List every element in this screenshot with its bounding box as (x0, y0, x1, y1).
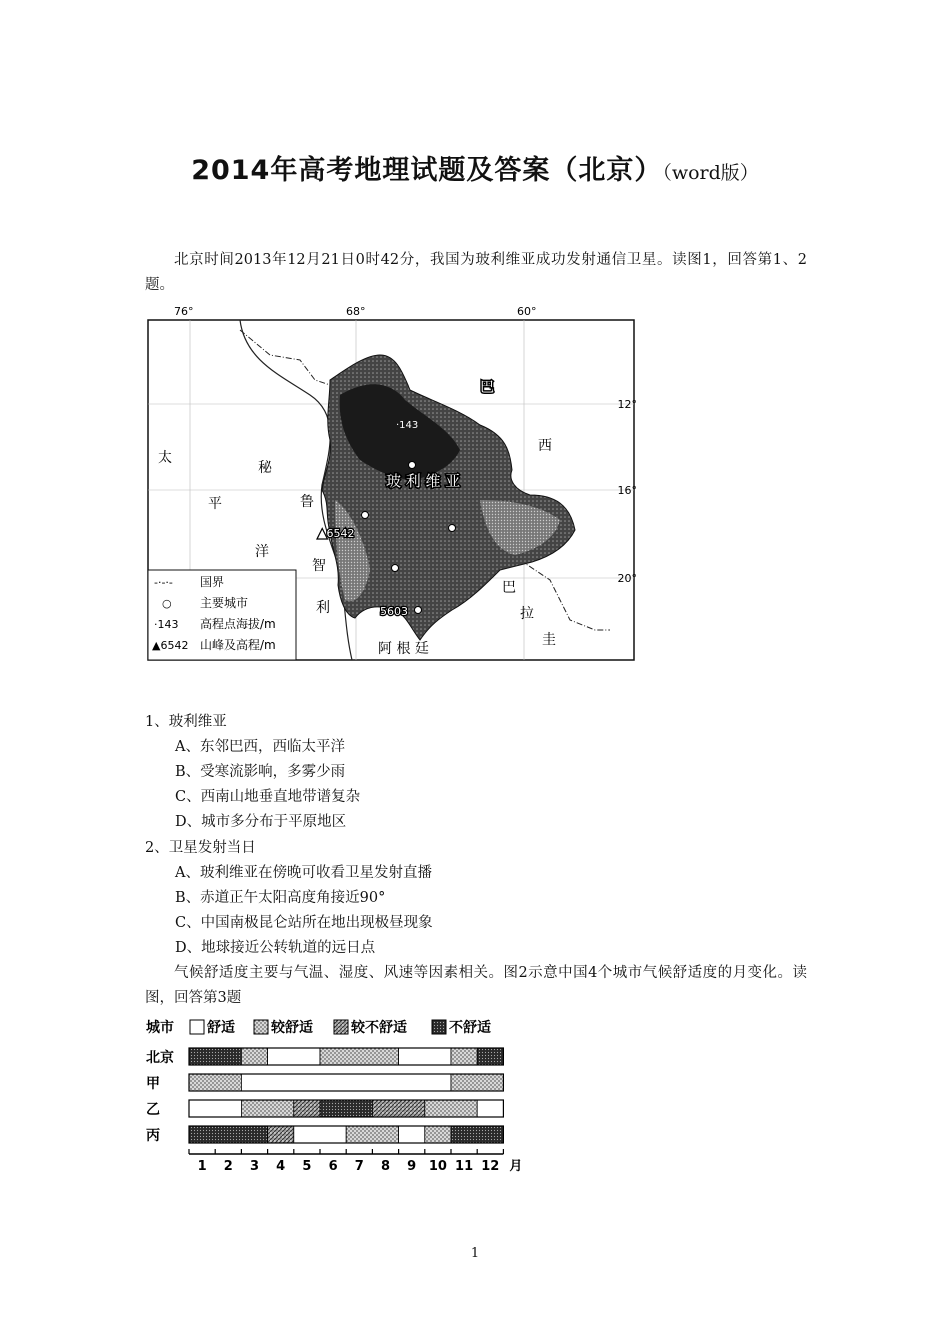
comfort-segment (294, 1100, 320, 1117)
month-tick-label: 2 (223, 1159, 233, 1174)
comfort-segment (477, 1100, 503, 1117)
comfort-segment (268, 1126, 294, 1143)
question-1 (145, 710, 360, 835)
peak-elevation: 5603 (380, 605, 408, 618)
comfort-segment (189, 1074, 241, 1091)
legend-swatch (334, 1020, 348, 1034)
label-argentina: 阿 根 廷 (378, 641, 429, 657)
header-label: 城市 (146, 1020, 174, 1036)
row-label: 甲 (146, 1076, 160, 1092)
map-legend (148, 570, 296, 660)
lon-label: 60° (517, 305, 537, 318)
option-d: D、地球接近公转轨道的远日点 (175, 940, 376, 956)
option-c: C、中国南极昆仑站所在地出现极昼现象 (175, 915, 433, 931)
month-tick-label: 8 (380, 1159, 391, 1174)
month-tick-label: 4 (276, 1159, 286, 1174)
legend-label: 舒适 (207, 1020, 235, 1036)
lat-label: 16° (617, 484, 637, 497)
label-pacific: 平 (208, 496, 222, 512)
label-pacific: 太 (158, 450, 172, 466)
lat-label: 12° (617, 398, 637, 411)
chart-rows (146, 1048, 503, 1144)
comfort-segment (320, 1048, 399, 1065)
comfort-segment (346, 1126, 398, 1143)
page-number: 1 (470, 1246, 480, 1261)
legend-label: 不舒适 (449, 1020, 491, 1036)
option-a: A、玻利维亚在傍晚可收看卫星发射直播 (175, 865, 432, 881)
option-c: C、西南山地垂直地带谱复杂 (175, 789, 361, 805)
comfort-segment (451, 1126, 503, 1143)
axis-unit: 月 (509, 1159, 523, 1174)
city-marker (409, 462, 416, 469)
month-tick-label: 9 (407, 1159, 417, 1174)
month-tick-label: 10 (428, 1159, 447, 1174)
option-b: B、受寒流影响，多雾少雨 (175, 764, 346, 780)
comfort-segment (320, 1100, 372, 1117)
option-a: A、东邻巴西，西临太平洋 (175, 739, 345, 755)
label-chile: 智 (312, 558, 326, 574)
label-peru: 秘 (258, 460, 272, 476)
label-brazil: 巴 (480, 380, 494, 396)
comfort-segment (268, 1048, 320, 1065)
comfort-segment (189, 1126, 268, 1143)
legend-label: 主要城市 (200, 596, 249, 610)
title-main: 2014年高考地理试题及答案（北京） (191, 155, 663, 186)
intro-paragraph: 北京时间2013年12月21日0时42分，我国为玻利维亚成功发射通信卫星。读图1，回答第1、2题。 (145, 252, 807, 293)
comfort-segment (399, 1126, 425, 1143)
month-tick-label: 12 (481, 1159, 500, 1174)
label-paraguay: 拉 (520, 606, 534, 622)
month-tick-label: 6 (328, 1159, 338, 1174)
comfort-segment (399, 1048, 451, 1065)
month-tick-label: 5 (302, 1159, 312, 1174)
comfort-segment (425, 1100, 477, 1117)
peak-elevation: ▲6542 (318, 527, 355, 540)
question-2 (145, 836, 433, 961)
legend-symbol: -·-·- (154, 576, 173, 589)
city-marker (392, 565, 399, 572)
label-brazil: 西 (538, 438, 552, 454)
elevation-point: ·143 (396, 420, 419, 431)
comfort-segment (189, 1100, 241, 1117)
legend-symbol: ·143 (154, 618, 179, 631)
label-peru: 鲁 (300, 494, 314, 510)
legend-label: 山峰及高程/m (200, 638, 276, 652)
month-tick-label: 1 (197, 1159, 207, 1174)
comfort-segment (451, 1074, 503, 1091)
label-paraguay: 巴 (502, 580, 516, 596)
month-tick-label: 11 (455, 1159, 474, 1174)
legend-swatch (190, 1020, 204, 1034)
comfort-segment (372, 1100, 424, 1117)
city-marker (362, 512, 369, 519)
label-chile: 利 (316, 600, 330, 616)
title-sub: （word版） (662, 162, 759, 184)
label-paraguay: 圭 (542, 632, 556, 648)
question-stem: 2、卫星发射当日 (145, 840, 256, 856)
option-d: D、城市多分布于平原地区 (175, 814, 347, 830)
comfort-segment (241, 1074, 451, 1091)
legend-label: 国界 (200, 575, 225, 589)
document-title (0, 148, 950, 187)
comfort-segment (241, 1048, 267, 1065)
city-marker (415, 607, 422, 614)
label-pacific: 洋 (255, 544, 269, 560)
legend-swatch (254, 1020, 268, 1034)
month-tick-label: 7 (354, 1159, 364, 1174)
legend-symbol: ▲6542 (152, 639, 189, 652)
comfort-segment (189, 1048, 241, 1065)
bolivia-map (140, 300, 640, 662)
comfort-segment (294, 1126, 346, 1143)
label-bolivia: 玻 利 维 亚 (386, 472, 461, 490)
row-label: 乙 (146, 1102, 160, 1118)
legend-label: 高程点海拔/m (200, 617, 276, 631)
lon-label: 68° (346, 305, 366, 318)
question-stem: 1、玻利维亚 (145, 714, 227, 730)
legend-label: 较不舒适 (351, 1020, 407, 1036)
row-label: 北京 (146, 1050, 174, 1066)
legend-label: 较舒适 (271, 1020, 313, 1036)
month-tick-label: 3 (249, 1159, 260, 1174)
option-b: B、赤道正午太阳高度角接近90° (175, 890, 386, 906)
comfort-segment (241, 1100, 293, 1117)
comfort-chart (142, 1012, 532, 1182)
legend-swatch (432, 1020, 446, 1034)
lon-label: 76° (174, 305, 194, 318)
comfort-segment (425, 1126, 451, 1143)
city-marker (449, 525, 456, 532)
comfort-segment (451, 1048, 477, 1065)
chart-legend (146, 1019, 491, 1036)
comfort-segment (477, 1048, 503, 1065)
chart-axis (189, 1149, 522, 1174)
comfort-paragraph: 气候舒适度主要与气温、湿度、风速等因素相关。图2示意中国4个城市气候舒适度的月变化。读图，回答第3题 (145, 965, 807, 1006)
row-label: 丙 (146, 1128, 160, 1144)
lat-label: 20° (617, 572, 637, 585)
legend-symbol: ○ (162, 597, 172, 610)
